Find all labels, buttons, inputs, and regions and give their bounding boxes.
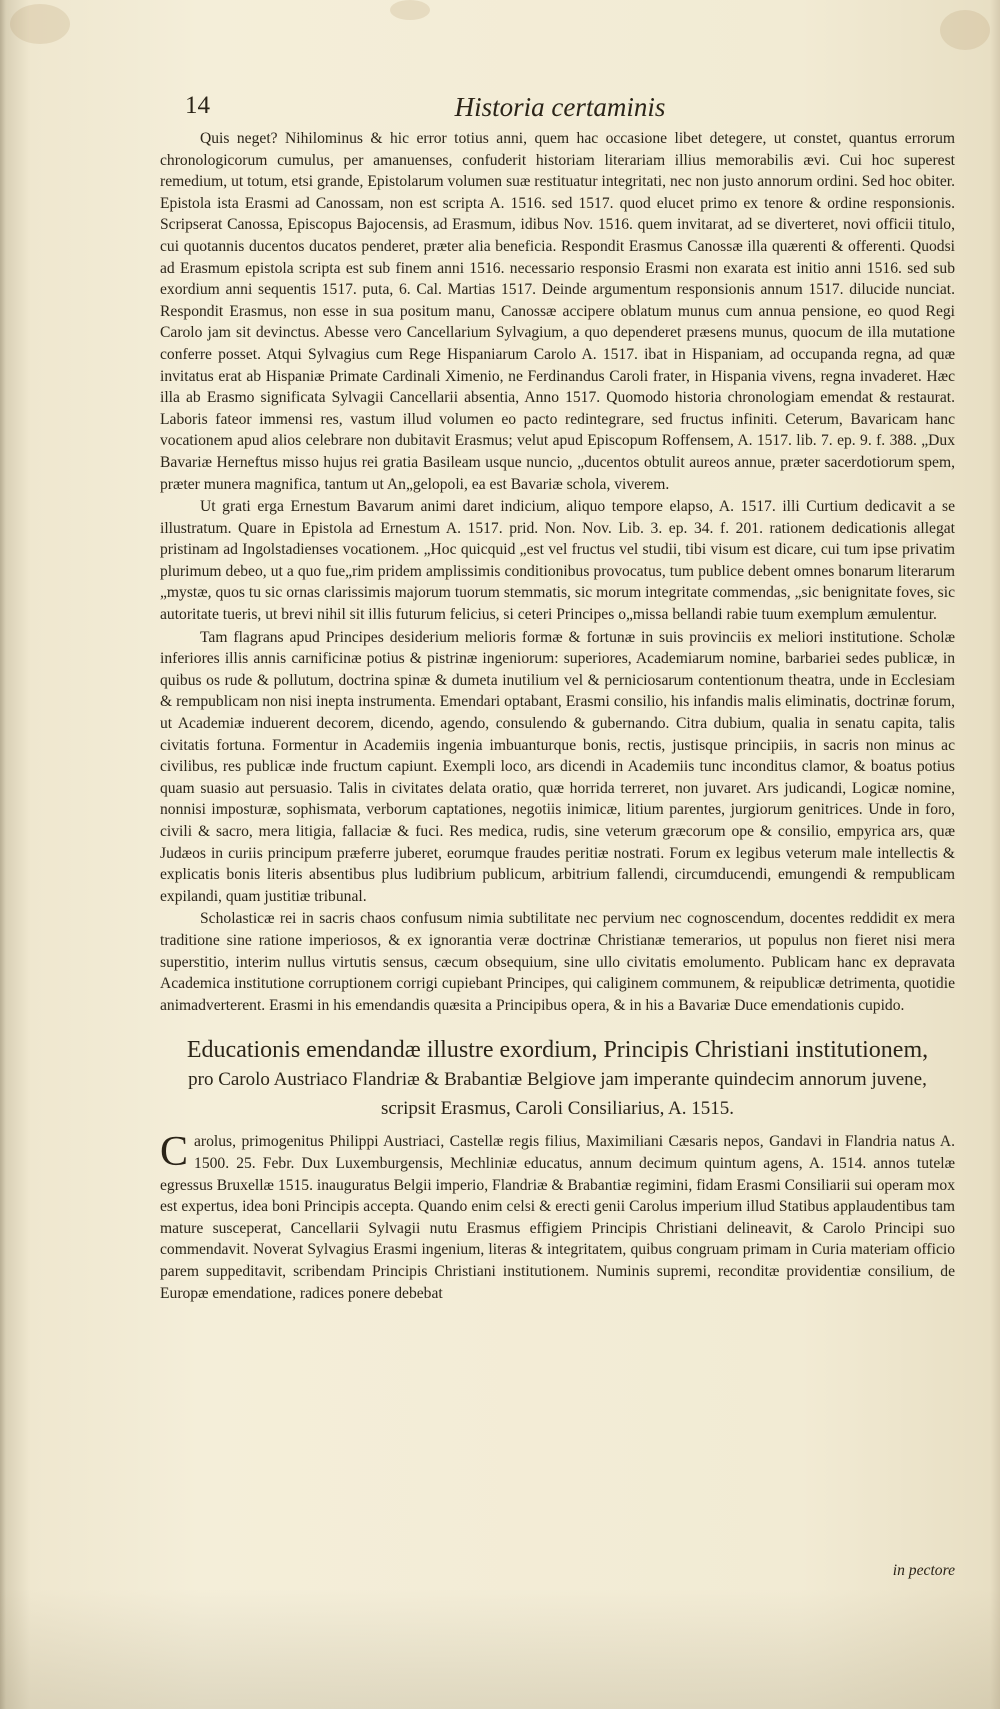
page-header — [185, 92, 935, 132]
paragraph-3: Tam flagrans apud Principes desiderium melioris formæ & fortunæ in suis provinciis ex meliori institutione. Scholæ inferiores illis annis carnificinæ potius & pistrinæ ingeniorum: superiores, Academiarum nomine, barbariei sedes publicæ, in quibus os rude & pollutum, doctrina spinæ & dumeta inutilium vel & perniciosarum contentionum theatra, unde in Ecclesiam & rempublicam non nisi inepta instrumenta. Emendari optabant, Erasmi consilio, his infandis malis eliminatis, doctrinæ forum, ut Academiæ induerent decorem, dicendo, agendo, consulendo & gubernando. Citra dubium, qualia in senatu capita, talis civitatis fortuna. Formentur in Academiis ingenia imbuanturque bonis, rectis, justisque principiis, in sacris non minus ac civilibus, res publicæ inde fructum capiunt. Exempli loco, ars dicendi in Academiis tunc inconditus clamor, & boatus potius quam suasio aut persuasio. Talis in civitates delata oratio, quæ horrida terreret, non juvaret. Ars judicandi, Logicæ nomine, nonnisi imposturæ, sophismata, verborum captationes, negotiis inimicæ, litium parentes, jurgiorum genitrices. Unde in foro, civili & sacro, mera litigia, fallaciæ & fuci. Res medica, rudis, sine veterum græcorum ope & consilio, empyrica ars, quæ Judæos in curiis principum præferre juberet, eorumque fraudes peritiæ nostrati. Forum ex legibus veterum male intellectis & explicatis bonis literis absentibus plus ludibrium publicum, arbitrium fallendi, circumducendi, emungendi & rempublicam expilandi, quam justitiæ tribunal. — [160, 628, 955, 905]
running-title: Historia certaminis — [454, 92, 666, 122]
page-number: 14 — [185, 92, 210, 119]
intro-paragraph — [160, 1131, 955, 1304]
section-heading-line-1: Educationis emendandæ illustre exordium, Principis Christiani institutionem, — [186, 1037, 929, 1064]
intro-text: arolus, primogenitus Philippi Austriaci, Castellæ regis filius, Maximiliani Cæsaris nepos, Gandavi in Flandria natus A. 1500. 25. Febr. Dux Luxemburgensis, Mechliniæ educatus, annum decimum quintum agens, A. 1514. annos tutelæ egressus Bruxellæ 1515. inauguratus Belgii imperio, Flandriæ & Brabantiæ regimini, fidam Erasmi Consiliarii sui operam mox est expertus, idea boni Principis accepta. Quando enim celsi & erecti genii Carolus imperium illud Statibus applaudentibus tam mature susceperat, Cancellarii Sylvagii nutu Erasmus effigiem Principis Christiani delineavit, & Carolo Principi suo commendavit. Noverat Sylvagius Erasmi ingenium, literas & integritatem, quibus congruam primam in Curia materiam officio parem suppeditavit, scribendam Principis Christiani institutionem. Numinis supremi, reconditæ providentiæ consilium, de Europæ emendatione, radices ponere debebat — [160, 1133, 955, 1302]
section-heading — [160, 1036, 955, 1123]
paragraph-1: Quis neget? Nihilominus & hic error totius anni, quem hac occasione libet detegere, ut constet, quantus errorum chronologicorum cumulus, per amanuenses, confuderit historiam literariam illius memorabilis ævi. Cui hoc superest remedium, ut totum, etsi grande, Epistolarum volumen suæ restituatur integritati, nec non justo annorum ordini. Sed hoc obiter. Epistola ista Erasmi ad Canossam, non est scripta A. 1516. sed 1517. quod elucet primo ex tenore & ordine responsionis. Scripserat Canossa, Episcopus Bajocensis, ad Erasmum, idibus Nov. 1516. quem invitarat, ad se diverteret, novi officii titulo, cui quotannis ducentos ducatos penderet, præter alia beneficia. Respondit Erasmus Canossæ illa quærenti & offerenti. Quodsi ad Erasmum epistola scripta est sub finem anni 1516. necessario responsio Erasmi non exarata est initio anni 1516. sed sub exordium anni sequentis 1517. puta, 6. Cal. Martias 1517. Deinde argumentum responsionis annum 1517. dilucide nunciat. Respondit Erasmus, non esse in sua positum manu, Canossæ accipere oblatum munus cum annua pensione, eo quod Regi Carolo jam sit devinctus. Abesse vero Cancellarium Sylvagium, a quo dependeret præsens munus, quocum de illa mutatione conferre posset. Atqui Sylvagius cum Rege Hispaniarum Carolo A. 1517. ibat in Hispaniam, ad occupanda regna, ad quæ invitatus erat ab Hispaniæ Primate Cardinali Ximenio, ne Ferdinandus Caroli frater, in Hispania vivens, regna invaderet. Hæc illa ab Erasmo significata Sylvagii Cancellarii absentia, Anno 1517. Quomodo historia chronologiam emendat & restaurat. Laboris fateor immensi res, vastum illud volumen eo pacto redintegrare, sed fructus infiniti. Ceterum, Bavaricam hanc vocationem apud alios celebrare non dubitavit Erasmus; velut apud Episcopum Roffensem, A. 1517. lib. 7. ep. 9. f. 388. „Dux Bavariæ Herneftus misso hujus rei gratia Basileam usque nuncio, „ducentos obtulit aureos annue, præter sacerdotiorum spem, præter munera magnifica, tantum ut An„gelopoli, ea est Bavariæ schola, viverem. — [160, 130, 955, 493]
paragraph-2: Ut grati erga Ernestum Bavarum animi daret indicium, aliquo tempore elapso, A. 1517. illi Curtium dedicavit a se illustratum. Quare in Epistola ad Ernestum A. 1517. prid. Non. Nov. Lib. 3. ep. 34. f. 201. rationem dedicationis allegat pristinam ad Ingolstadienses vocationem. „Hoc quicquid „est vel fructus vel studii, tibi visum est dicare, cui tum ipse privatim plurimum debeo, ut a quo fue„rim pridem amplissimis conditionibus provocatus, tum publice debent omnes bonarum literarum „mystæ, quos tu sic ornas clarissimis majorum tuorum stemmatis, sic morum integritate commendas, „sic benignitate foves, sic autoritate tueris, ut brevi nihil sit illis futurum felicius, si ceteri Principes o„missa bellandi rabie tuum exemplum æmulentur. — [160, 498, 955, 624]
paper-stain — [390, 0, 430, 20]
paper-stain — [10, 4, 70, 44]
catchword: in pectore — [892, 1562, 955, 1579]
body-text — [160, 128, 955, 1304]
drop-capital: C — [160, 1129, 189, 1176]
section-heading-line-2: pro Carolo Austriaco Flandriæ & Brabantiæ Belgiove jam imperante quindecim annorum juvene, scripsit Erasmus, Caroli Consiliarius, A. 1515. — [188, 1069, 927, 1120]
paper-stain — [940, 10, 990, 50]
page-bottom-shadow — [0, 1589, 1000, 1709]
paragraph-4: Scholasticæ rei in sacris chaos confusum nimia subtilitate nec pervium nec cognoscendum, docentes reddidit ex mera traditione sine ratione imperiosos, & ex ignorantia veræ doctrinæ Christianæ temerarios, ut populus non fieret nisi mera superstitio, interim nullus virtutis sensus, cæcum obsequium, sine ullo civitatis emolumento. Publicam hanc ex depravata Academica institutione corruptionem corrigi cupiebant Principes, qui caliginem communem, & reipublicæ detrimenta, quotidie animadverterent. Erasmi in his emendandis quæsita a Principibus opera, & in his a Bavariæ Duce emendationis cupido. — [160, 910, 955, 1014]
